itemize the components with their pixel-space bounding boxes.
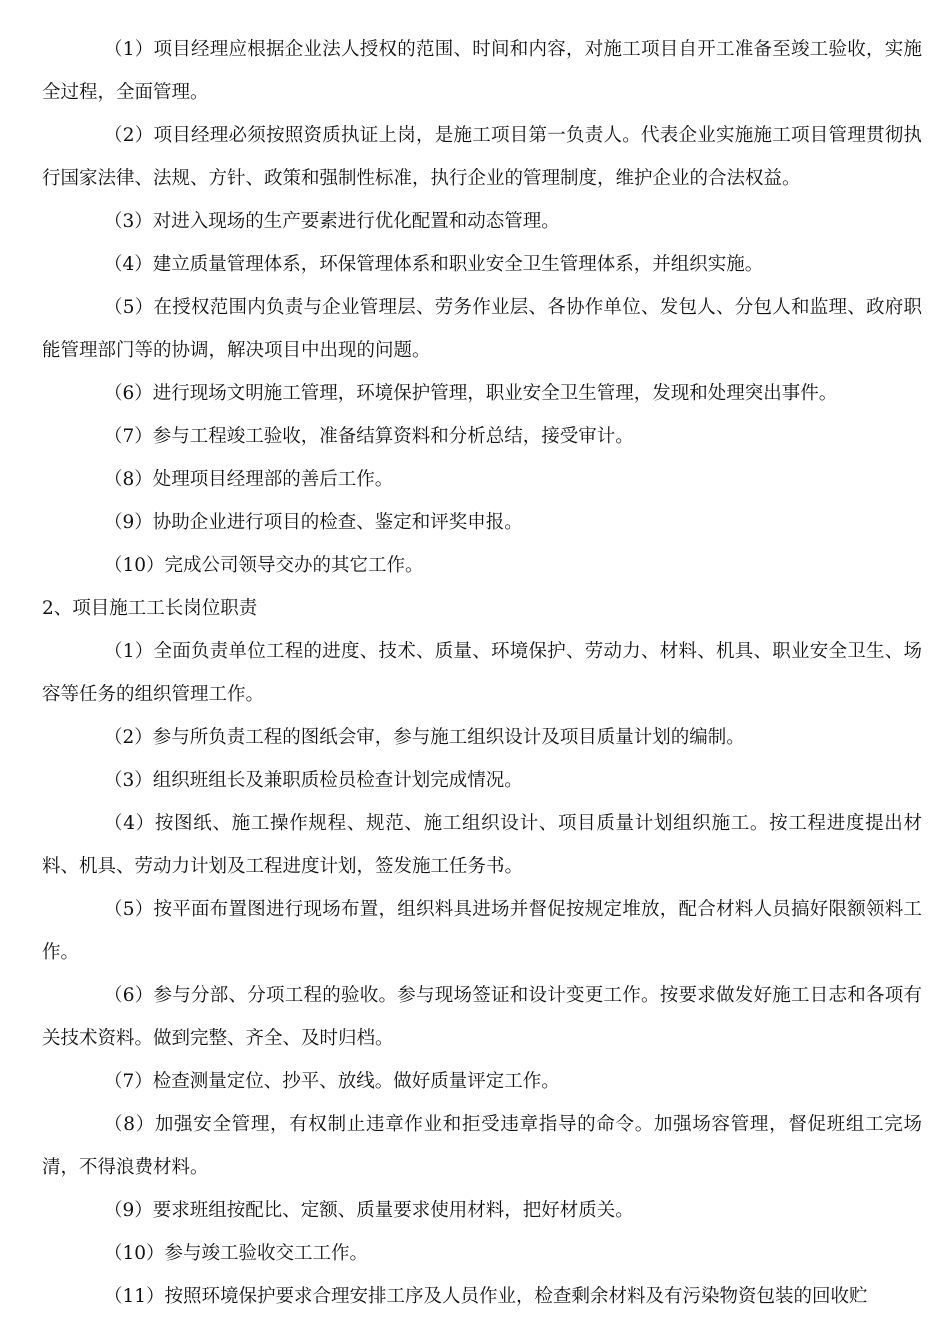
duty-item: （10）完成公司领导交办的其它工作。 bbox=[104, 555, 424, 576]
document-page bbox=[42, 28, 922, 1318]
duty-item: （7）检查测量定位、抄平、放线。做好质量评定工作。 bbox=[104, 1071, 560, 1092]
duty-item: （6）参与分部、分项工程的验收。参与现场签证和设计变更工作。按要求做发好施工日志和各项有关技术资料。做到完整、齐全、及时归档。 bbox=[42, 985, 922, 1049]
duty-item: （6）进行现场文明施工管理，环境保护管理，职业安全卫生管理，发现和处理突出事件。 bbox=[104, 383, 838, 404]
duty-item: （4）建立质量管理体系，环保管理体系和职业安全卫生管理体系，并组织实施。 bbox=[104, 254, 764, 275]
section-heading: 2、项目施工工长岗位职责 bbox=[42, 598, 258, 619]
duty-item: （9）协助企业进行项目的检查、鉴定和评奖申报。 bbox=[104, 512, 523, 533]
duty-item: （2）项目经理必须按照资质执证上岗，是施工项目第一负责人。代表企业实施施工项目管理贯彻执行国家法律、法规、方针、政策和强制性标准，执行企业的管理制度，维护企业的合法权益。 bbox=[42, 125, 922, 189]
duty-item: （4）按图纸、施工操作规程、规范、施工组织设计、项目质量计划组织施工。按工程进度提出材料、机具、劳动力计划及工程进度计划，签发施工任务书。 bbox=[42, 813, 922, 877]
duty-item: （10）参与竣工验收交工工作。 bbox=[104, 1243, 369, 1264]
duty-item: （8）加强安全管理，有权制止违章作业和拒受违章指导的命令。加强场容管理，督促班组工完场清，不得浪费材料。 bbox=[42, 1114, 922, 1178]
duty-item: （2）参与所负责工程的图纸会审，参与施工组织设计及项目质量计划的编制。 bbox=[104, 727, 745, 748]
duty-item: （3）组织班组长及兼职质检员检查计划完成情况。 bbox=[104, 770, 523, 791]
duty-item: （9）要求班组按配比、定额、质量要求使用材料，把好材质关。 bbox=[104, 1200, 634, 1221]
duty-item: （3）对进入现场的生产要素进行优化配置和动态管理。 bbox=[104, 211, 560, 232]
duty-item: （11）按照环境保护要求合理安排工序及人员作业，检查剩余材料及有污染物资包装的回收贮 bbox=[104, 1286, 868, 1307]
duty-item: （5）在授权范围内负责与企业管理层、劳务作业层、各协作单位、发包人、分包人和监理、政府职能管理部门等的协调，解决项目中出现的问题。 bbox=[42, 297, 922, 361]
duty-item: （7）参与工程竣工验收，准备结算资料和分析总结，接受审计。 bbox=[104, 426, 634, 447]
duty-item: （1）项目经理应根据企业法人授权的范围、时间和内容，对施工项目自开工准备至竣工验收，实施全过程，全面管理。 bbox=[42, 39, 922, 103]
duty-item: （8）处理项目经理部的善后工作。 bbox=[104, 469, 394, 490]
duty-item: （1）全面负责单位工程的进度、技术、质量、环境保护、劳动力、材料、机具、职业安全卫生、场容等任务的组织管理工作。 bbox=[42, 641, 922, 705]
duty-item: （5）按平面布置图进行现场布置，组织料具进场并督促按规定堆放，配合材料人员搞好限额领料工作。 bbox=[42, 899, 922, 963]
